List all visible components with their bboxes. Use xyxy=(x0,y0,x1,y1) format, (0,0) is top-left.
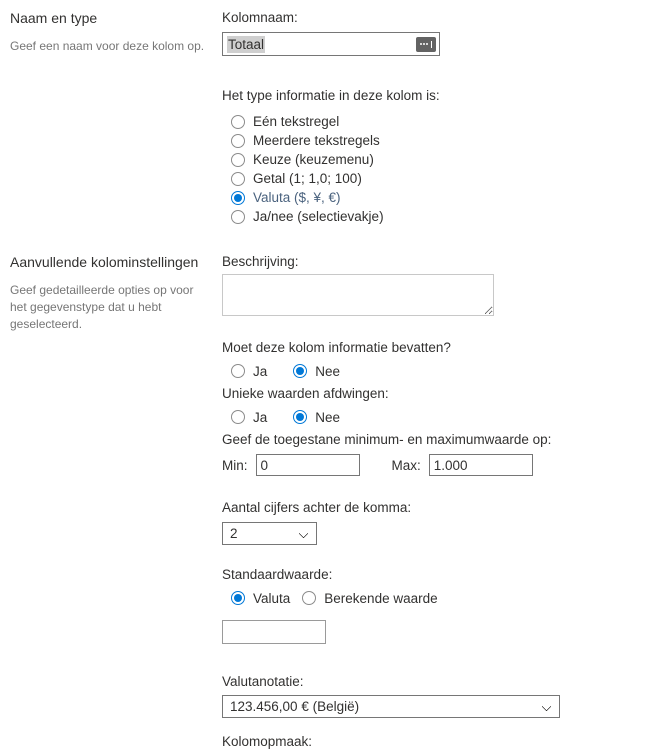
decimals-value: 2 xyxy=(230,526,238,541)
min-label: Min: xyxy=(222,457,248,473)
section-additional-fields xyxy=(222,252,653,756)
section-name-type-info xyxy=(10,8,222,55)
section-name-type-fields xyxy=(222,8,653,226)
unique-no-label: Nee xyxy=(315,409,341,425)
type-option-yesno[interactable] xyxy=(222,207,653,226)
require-radio-group xyxy=(222,362,653,380)
section-description: Geef een naam voor deze kolom op. xyxy=(10,39,205,53)
radio-icon[interactable] xyxy=(231,134,245,148)
type-option-label: Getal (1; 1,0; 100) xyxy=(253,171,362,186)
chevron-down-icon xyxy=(542,702,552,712)
max-input[interactable] xyxy=(429,454,533,476)
radio-icon[interactable] xyxy=(231,172,245,186)
radio-icon[interactable] xyxy=(231,153,245,167)
section-title: Aanvullende kolominstellingen xyxy=(10,254,199,270)
description-label: Beschrijving: xyxy=(222,254,299,269)
description-textarea[interactable] xyxy=(222,274,494,316)
default-currency-label: Valuta xyxy=(253,590,291,606)
section-title: Naam en type xyxy=(10,10,98,26)
column-name-label: Kolomnaam: xyxy=(222,10,298,25)
type-option-currency[interactable] xyxy=(222,188,653,207)
type-option-label: Meerdere tekstregels xyxy=(253,133,380,148)
column-name-value: Totaal xyxy=(228,36,265,52)
type-option-choice[interactable] xyxy=(222,150,653,169)
section-additional-info xyxy=(10,252,222,333)
radio-checked-icon[interactable] xyxy=(231,591,245,605)
max-label: Max: xyxy=(391,457,421,473)
currency-format-value: 123.456,00 € (België) xyxy=(230,699,360,714)
type-option-label: Valuta ($, ¥, €) xyxy=(253,190,341,205)
unique-yes-label: Ja xyxy=(253,409,268,425)
type-option-label: Eén tekstregel xyxy=(253,114,340,129)
unique-radio-group xyxy=(222,408,653,426)
minmax-label: Geef de toegestane minimum- en maximumwaarde op: xyxy=(222,432,552,447)
unique-question-label: Unieke waarden afdwingen: xyxy=(222,386,389,401)
type-option-number[interactable] xyxy=(222,169,653,188)
default-value-radio-group xyxy=(222,589,653,607)
section-additional-settings xyxy=(10,252,653,756)
type-option-label: Keuze (keuzemenu) xyxy=(253,152,374,167)
section-description: Geef gedetailleerde opties op voor het gegevenstype dat u hebt geselecteerd. xyxy=(10,283,194,331)
radio-icon[interactable] xyxy=(231,115,245,129)
default-value-input[interactable] xyxy=(222,620,326,644)
default-value-label: Standaardwaarde: xyxy=(222,567,333,582)
min-input[interactable] xyxy=(256,454,360,476)
ellipsis-badge-icon[interactable] xyxy=(416,37,436,52)
default-calculated-label: Berekende waarde xyxy=(324,590,438,606)
radio-icon[interactable] xyxy=(231,210,245,224)
require-yes-label: Ja xyxy=(253,363,268,379)
require-question-label: Moet deze kolom informatie bevatten? xyxy=(222,340,451,355)
radio-icon[interactable] xyxy=(231,364,245,378)
radio-checked-icon[interactable] xyxy=(231,191,245,205)
require-no-label: Nee xyxy=(315,363,341,379)
radio-checked-icon[interactable] xyxy=(293,364,307,378)
radio-icon[interactable] xyxy=(302,591,316,605)
decimals-select[interactable] xyxy=(222,522,317,545)
decimals-label: Aantal cijfers achter de komma: xyxy=(222,500,412,515)
currency-format-label: Valutanotatie: xyxy=(222,674,304,689)
radio-icon[interactable] xyxy=(231,410,245,424)
type-option-multi-line[interactable] xyxy=(222,131,653,150)
radio-checked-icon[interactable] xyxy=(293,410,307,424)
minmax-row xyxy=(222,454,653,476)
type-question-label: Het type informatie in deze kolom is: xyxy=(222,88,440,103)
type-option-single-line[interactable] xyxy=(222,112,653,131)
column-name-input[interactable] xyxy=(222,32,440,56)
type-option-label: Ja/nee (selectievakje) xyxy=(253,209,384,224)
currency-format-select[interactable] xyxy=(222,695,560,718)
chevron-down-icon xyxy=(299,529,309,539)
column-format-label: Kolomopmaak: xyxy=(222,734,313,749)
section-name-type xyxy=(10,8,653,226)
